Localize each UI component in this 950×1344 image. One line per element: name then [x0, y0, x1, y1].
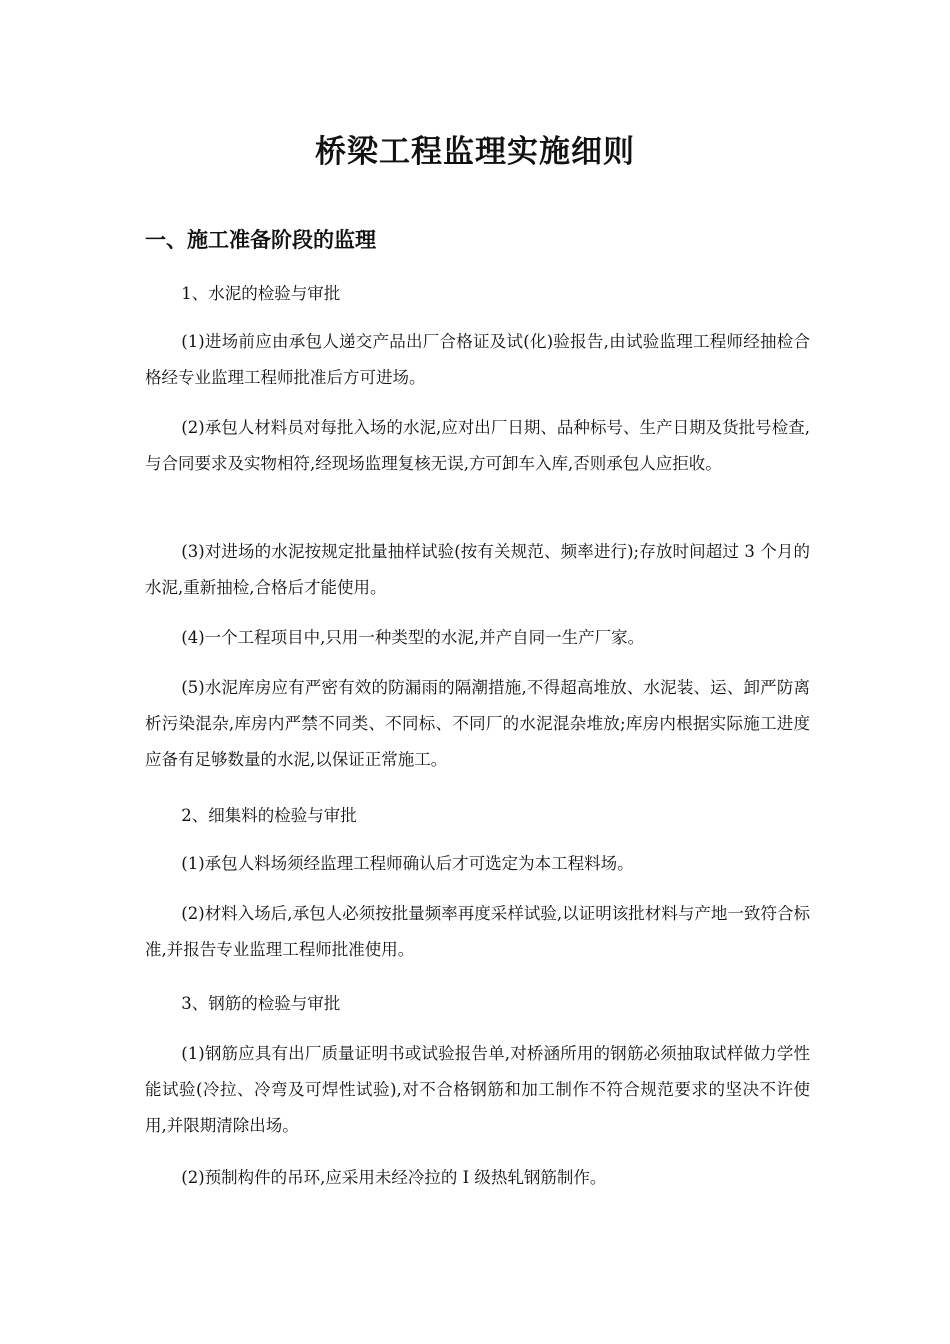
paragraph-rebar-1: (1)钢筋应具有出厂质量证明书或试验报告单,对桥涵所用的钢筋必须抽取试样做力学性能试验(冷拉、冷弯及可焊性试验),对不合格钢筋和加工制作不符合规范要求的坚决不许使用,并限期清除出场。 — [145, 1044, 810, 1135]
paragraph-cement-1: (1)进场前应由承包人递交产品出厂合格证及试(化)验报告,由试验监理工程师经抽检合格经专业监理工程师批准后方可进场。 — [145, 332, 810, 387]
paragraph-cement-2: (2)承包人材料员对每批入场的水泥,应对出厂日期、品种标号、生产日期及货批号检查,与合同要求及实物相符,经现场监理复核无误,方可卸车入库,否则承包人应拒收。 — [145, 418, 810, 473]
paragraph-aggregate-1: (1)承包人料场须经监理工程师确认后才可选定为本工程料场。 — [181, 854, 634, 873]
subsection-heading-fine-aggregate: 2、细集料的检验与审批 — [181, 806, 357, 825]
paragraph-cement-4: (4)一个工程项目中,只用一种类型的水泥,并产自同一生产厂家。 — [181, 628, 645, 647]
paragraph-rebar-2: (2)预制构件的吊环,应采用未经冷拉的 I 级热轧钢筋制作。 — [181, 1168, 607, 1187]
paragraph-cement-3: (3)对进场的水泥按规定批量抽样试验(按有关规范、频率进行);存放时间超过 3 个月的水泥,重新抽检,合格后才能使用。 — [145, 542, 810, 597]
subsection-heading-rebar: 3、钢筋的检验与审批 — [181, 994, 341, 1013]
paragraph-aggregate-2: (2)材料入场后,承包人必须按批量频率再度采样试验,以证明该批材料与产地一致符合标准,并报告专业监理工程师批准使用。 — [145, 904, 810, 959]
section-heading: 一、施工准备阶段的监理 — [145, 227, 376, 252]
subsection-heading-cement: 1、水泥的检验与审批 — [181, 284, 341, 303]
paragraph-cement-5: (5)水泥库房应有严密有效的防漏雨的隔潮措施,不得超高堆放、水泥装、运、卸严防离析污染混杂,库房内严禁不同类、不同标、不同厂的水泥混杂堆放;库房内根据实际施工进度应备有足够数量的水泥,以保证正常施工。 — [145, 678, 810, 769]
document-title: 桥梁工程监理实施细则 — [315, 134, 635, 170]
